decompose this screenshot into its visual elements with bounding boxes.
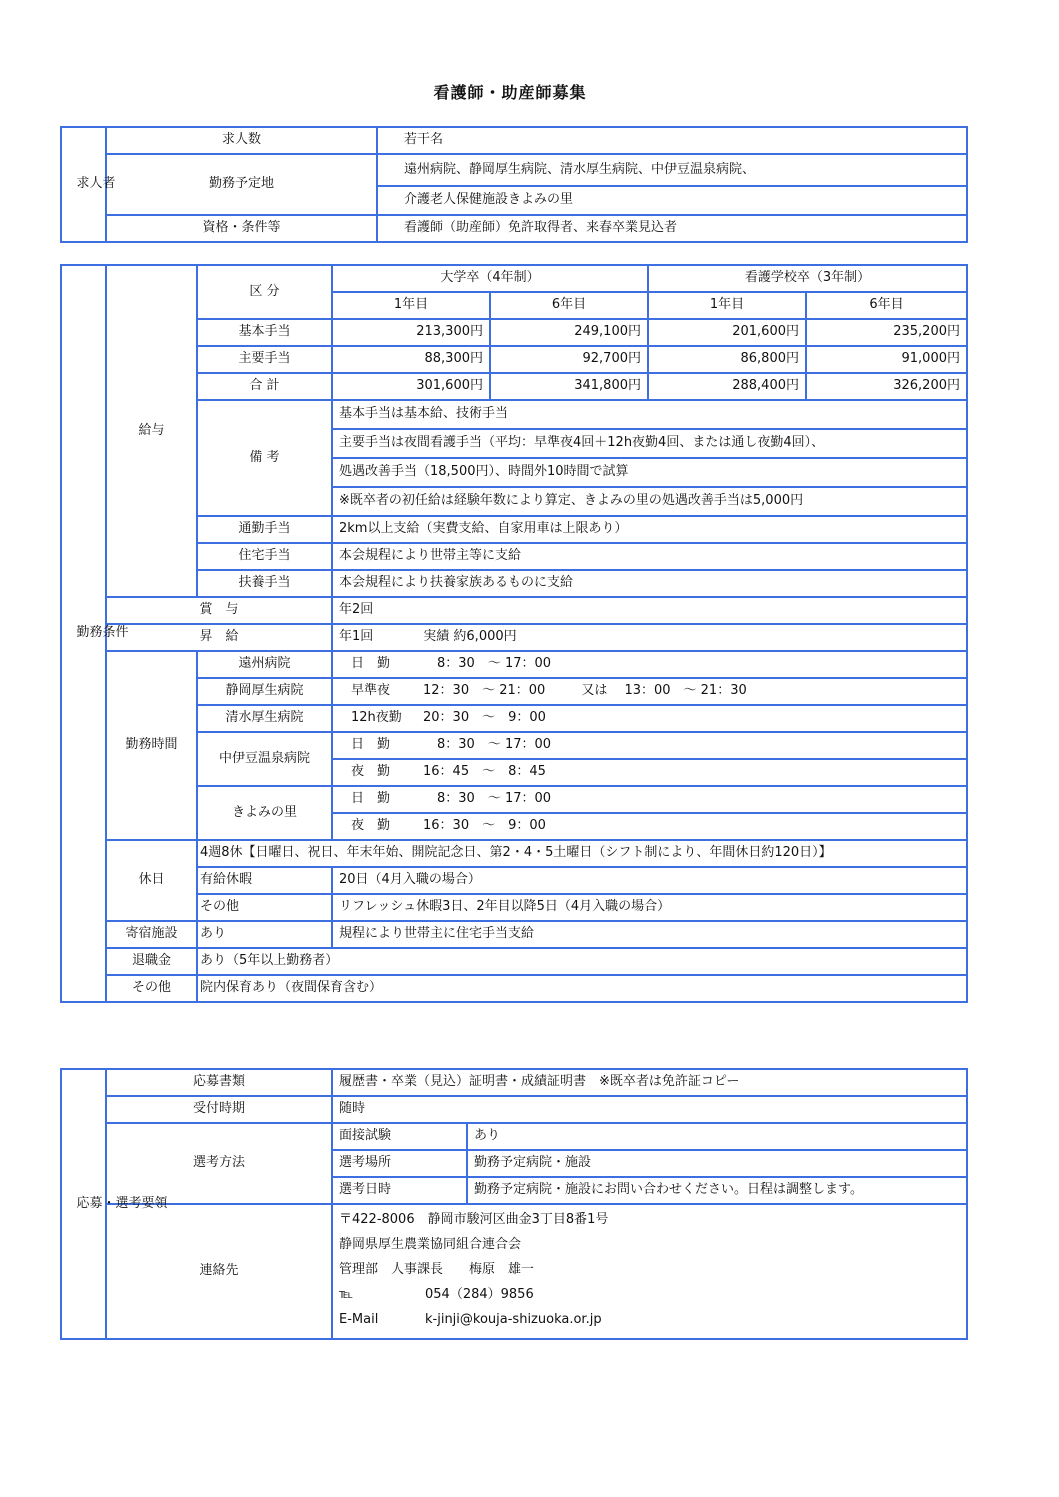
selection-row-value: あり xyxy=(467,1123,967,1150)
salary-row xyxy=(61,319,967,346)
kubun-label: 区 分 xyxy=(197,265,332,319)
year-header: 6年目 xyxy=(806,292,967,319)
salary-row-label: 基本手当 xyxy=(197,319,332,346)
salary-cell: 213,300円 xyxy=(332,319,490,346)
salary-cell: 326,200円 xyxy=(806,373,967,400)
shift-name: 日 勤 xyxy=(351,656,391,672)
tel-number: 054（284）9856 xyxy=(425,1287,534,1302)
salary-row xyxy=(61,346,967,373)
salary-cell: 201,600円 xyxy=(648,319,806,346)
shift-name: 日 勤 xyxy=(351,791,391,807)
raise-text: 年1回 xyxy=(339,629,374,645)
year-header: 1年目 xyxy=(332,292,490,319)
documents-label: 応募書類 xyxy=(106,1069,332,1096)
raise-extra: 実績 約6,000円 xyxy=(423,629,517,645)
row-value: 遠州病院、静岡厚生病院、清水厚生病院、中伊豆温泉病院、 xyxy=(377,154,967,186)
shift-name: 日 勤 xyxy=(351,737,391,753)
other-value: 院内保育あり（夜間保育含む） xyxy=(197,975,967,1002)
reception-value: 随時 xyxy=(332,1096,967,1123)
shift-time: 16：45 ～ 8：45 xyxy=(423,764,546,780)
contact-address: 〒422-8006 静岡市駿河区曲金3丁目8番1号 xyxy=(339,1212,609,1227)
work-hours-label: 勤務時間 xyxy=(106,651,197,840)
salary-cell: 91,000円 xyxy=(806,346,967,373)
salary-row-label: 主要手当 xyxy=(197,346,332,373)
salary-cell: 86,800円 xyxy=(648,346,806,373)
allowance-label: 住宅手当 xyxy=(197,543,332,570)
selection-row-label: 選考場所 xyxy=(332,1150,467,1177)
dormitory-value: あり xyxy=(197,921,332,948)
allowance-label: 扶養手当 xyxy=(197,570,332,597)
shift-time: 20：30 ～ 9：00 xyxy=(423,710,546,726)
email-address[interactable]: k-jinji@kouja-shizuoka.or.jp xyxy=(425,1312,602,1327)
hospital-name: 清水厚生病院 xyxy=(197,705,332,732)
selection-label: 選考方法 xyxy=(106,1123,332,1204)
biko-line: ※既卒者の初任給は経験年数により算定、きよみの里の処遇改善手当は5,000円 xyxy=(332,487,967,516)
salary-row-label: 合 計 xyxy=(197,373,332,400)
biko-line: 処遇改善手当（18,500円）、時間外10時間で試算 xyxy=(332,458,967,487)
year-header: 6年目 xyxy=(490,292,648,319)
biko-line: 主要手当は夜間看護手当（平均：早準夜4回＋12h夜勤4回、または通し夜勤4回）、 xyxy=(332,429,967,458)
bonus-label: 賞 与 xyxy=(106,597,332,624)
shift-row xyxy=(332,705,967,732)
conditions-side-label: 勤務条件 xyxy=(61,265,106,1002)
group-header: 大学卒（4年制） xyxy=(332,265,648,292)
allowance-label: 通勤手当 xyxy=(197,516,332,543)
hospital-name: 静岡厚生病院 xyxy=(197,678,332,705)
selection-row-label: 面接試験 xyxy=(332,1123,467,1150)
holiday-label: 休日 xyxy=(106,840,197,921)
row-label: 資格・条件等 xyxy=(106,215,377,242)
contact-label: 連絡先 xyxy=(106,1204,332,1339)
row-value: 介護老人保健施設きよみの里 xyxy=(377,186,967,215)
retirement-label: 退職金 xyxy=(106,948,197,975)
shift-row xyxy=(332,732,967,759)
hospital-name: 遠州病院 xyxy=(197,651,332,678)
allowance-value: 2km以上支給（実費支給、自家用車は上限あり） xyxy=(332,516,967,543)
application-table xyxy=(60,1068,968,1340)
other-label: その他 xyxy=(106,975,197,1002)
salary-cell: 88,300円 xyxy=(332,346,490,373)
salary-cell: 92,700円 xyxy=(490,346,648,373)
hospital-name: きよみの里 xyxy=(197,786,332,840)
row-label: 求人数 xyxy=(106,127,377,154)
allowance-value: 本会規程により扶養家族あるものに支給 xyxy=(332,570,967,597)
group-header: 看護学校卒（3年制） xyxy=(648,265,967,292)
holiday-main: 4週8休【日曜日、祝日、年末年始、開院記念日、第2・4・5土曜日（シフト制により、年間休日約120日）】 xyxy=(197,840,967,867)
holiday-row-label: その他 xyxy=(197,894,332,921)
dormitory-label: 寄宿施設 xyxy=(106,921,197,948)
tel-label: ℡ xyxy=(339,1287,353,1302)
contact-block xyxy=(332,1204,967,1339)
salary-cell: 288,400円 xyxy=(648,373,806,400)
shift-time: 8：30 ～ 17：00 xyxy=(437,656,552,672)
shift-name: 夜 勤 xyxy=(351,818,391,834)
dormitory-note: 規程により世帯主に住宅手当支給 xyxy=(332,921,967,948)
selection-row-label: 選考日時 xyxy=(332,1177,467,1204)
holiday-row-value: リフレッシュ休暇3日、2年目以降5日（4月入職の場合） xyxy=(332,894,967,921)
contact-org: 静岡県厚生農業協同組合連合会 xyxy=(339,1237,522,1252)
row-label: 勤務予定地 xyxy=(106,154,377,215)
holiday-row-value: 20日（4月入職の場合） xyxy=(332,867,967,894)
shift-time: 12：30 ～ 21：00 xyxy=(423,683,546,699)
contact-person: 管理部 人事課長 梅原 雄一 xyxy=(339,1262,535,1277)
salary-cell: 249,100円 xyxy=(490,319,648,346)
conditions-table xyxy=(60,264,968,1003)
holiday-row-label: 有給休暇 xyxy=(197,867,332,894)
biko-label: 備 考 xyxy=(197,400,332,516)
shift-name: 早準夜 xyxy=(351,683,391,699)
contact-tel-row xyxy=(339,1282,960,1307)
email-label: E-Mail xyxy=(339,1312,379,1327)
salary-cell: 341,800円 xyxy=(490,373,648,400)
shift-time: 16：30 ～ 9：00 xyxy=(423,818,546,834)
shift-row xyxy=(332,813,967,840)
recruiter-side-label: 求人者 xyxy=(61,127,106,242)
hospital-name: 中伊豆温泉病院 xyxy=(197,732,332,786)
retirement-value: あり（5年以上勤務者） xyxy=(197,948,967,975)
shift-row xyxy=(332,786,967,813)
shift-row xyxy=(332,651,967,678)
salary-cell: 301,600円 xyxy=(332,373,490,400)
shift-row xyxy=(332,759,967,786)
reception-label: 受付時期 xyxy=(106,1096,332,1123)
row-value: 看護師（助産師）免許取得者、来春卒業見込者 xyxy=(377,215,967,242)
year-header: 1年目 xyxy=(648,292,806,319)
page-title: 看護師・助産師募集 xyxy=(433,83,587,102)
shift-extra: 又は 13：00 ～ 21：30 xyxy=(581,683,747,699)
shift-time: 8：30 ～ 17：00 xyxy=(437,791,552,807)
row-value: 若干名 xyxy=(377,127,967,154)
raise-label: 昇 給 xyxy=(106,624,332,651)
salary-row xyxy=(61,373,967,400)
salary-cell: 235,200円 xyxy=(806,319,967,346)
raise-value xyxy=(332,624,967,651)
recruiter-table xyxy=(60,126,968,243)
shift-row xyxy=(332,678,967,705)
shift-name: 夜 勤 xyxy=(351,764,391,780)
allowance-value: 本会規程により世帯主等に支給 xyxy=(332,543,967,570)
salary-label: 給与 xyxy=(106,265,197,597)
shift-name: 12h夜勤 xyxy=(351,710,402,726)
shift-time: 8：30 ～ 17：00 xyxy=(437,737,552,753)
biko-line: 基本手当は基本給、技術手当 xyxy=(332,400,967,429)
bonus-value: 年2回 xyxy=(332,597,967,624)
selection-row-value: 勤務予定病院・施設 xyxy=(467,1150,967,1177)
documents-value: 履歴書・卒業（見込）証明書・成績証明書 ※既卒者は免許証コピー xyxy=(332,1069,967,1096)
selection-row-value: 勤務予定病院・施設にお問い合わせください。日程は調整します。 xyxy=(467,1177,967,1204)
contact-email-row xyxy=(339,1307,960,1332)
application-side-label: 応募・選考要領 xyxy=(61,1069,106,1339)
